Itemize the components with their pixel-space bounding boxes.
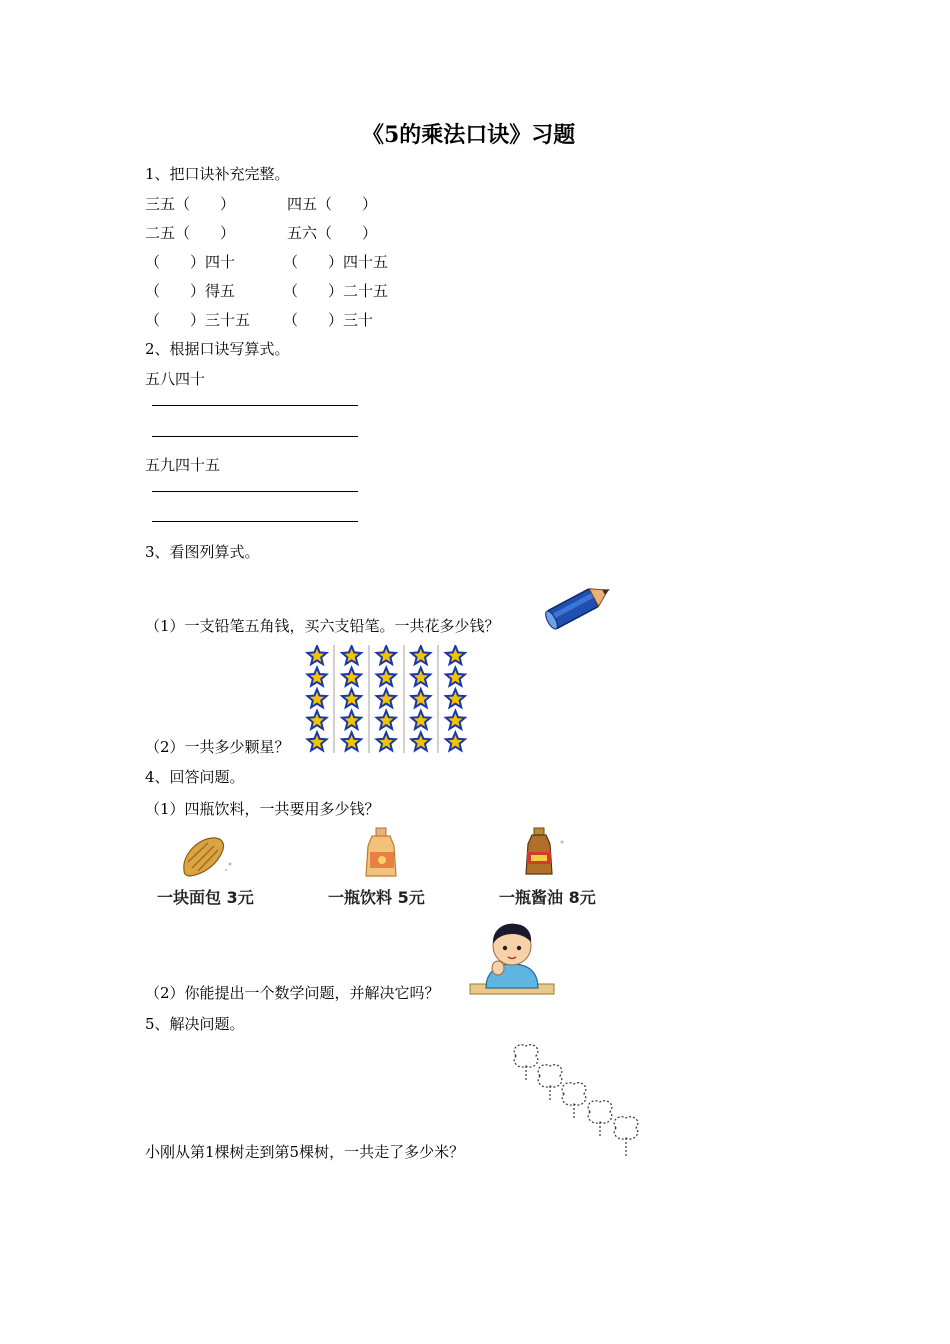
- star-icon: [446, 732, 465, 750]
- q1-item: 四五（ ）: [287, 195, 378, 213]
- q4-problem-1: （1）四瓶饮料，一共要用多少钱？: [145, 800, 380, 818]
- q4-heading: 4、回答问题。: [145, 768, 245, 786]
- star-icon: [446, 646, 465, 664]
- star-icon: [411, 689, 430, 707]
- q3-problem-2: （2）一共多少颗星？: [145, 738, 290, 756]
- star-icon: [342, 646, 361, 664]
- answer-line: [152, 405, 358, 406]
- star-icon: [342, 732, 361, 750]
- star-icon: [411, 646, 430, 664]
- q2-rhyme: 五九四十五: [145, 456, 221, 474]
- star-icon: [342, 689, 361, 707]
- q2-rhyme: 五八四十: [145, 370, 206, 388]
- star-icon: [377, 668, 396, 686]
- answer-line: [152, 491, 358, 492]
- q1-item: 二五（ ）: [145, 224, 236, 242]
- q5-heading: 5、解决问题。: [145, 1015, 245, 1033]
- star-icon: [308, 711, 327, 729]
- star-icon: [308, 668, 327, 686]
- q4-item-label: 一块面包 3元: [157, 888, 254, 907]
- page-title: 《5的乘法口诀》习题: [362, 122, 576, 148]
- q3-problem-1: （1）一支铅笔五角钱，买六支铅笔。一共花多少钱？: [145, 617, 500, 635]
- star-icon: [411, 711, 430, 729]
- q3-heading: 3、看图列算式。: [145, 543, 260, 561]
- star-icon: [446, 711, 465, 729]
- q1-item: 三五（ ）: [145, 195, 236, 213]
- soy-sauce-bottle-icon: [514, 826, 570, 880]
- answer-line: [152, 521, 358, 522]
- q4-problem-2: （2）你能提出一个数学问题，并解决它吗？: [145, 984, 440, 1002]
- star-icon: [308, 732, 327, 750]
- q1-item: （ ）三十: [283, 311, 374, 329]
- star-icon: [342, 668, 361, 686]
- star-icon: [411, 668, 430, 686]
- star-icon: [377, 689, 396, 707]
- q1-item: （ ）得五: [145, 282, 236, 300]
- q1-item: （ ）三十五: [145, 311, 251, 329]
- q1-item: （ ）四十: [145, 253, 236, 271]
- star-icon: [377, 732, 396, 750]
- star-icon: [308, 646, 327, 664]
- q4-item-label: 一瓶饮料 5元: [328, 888, 425, 907]
- q1-item: （ ）二十五: [283, 282, 389, 300]
- bread-icon: [178, 834, 238, 880]
- star-icon: [377, 646, 396, 664]
- q5-problem: 小刚从第1棵树走到第5棵树，一共走了多少米？: [145, 1143, 465, 1161]
- star-icon: [377, 711, 396, 729]
- q4-item-label: 一瓶酱油 8元: [499, 888, 596, 907]
- star-icon: [411, 732, 430, 750]
- boy-thinking-icon: [466, 918, 558, 1000]
- star-icon: [342, 711, 361, 729]
- drink-bottle-icon: [356, 826, 406, 882]
- star-grid: [300, 645, 470, 753]
- trees-icon: [504, 1040, 648, 1160]
- star-icon: [446, 668, 465, 686]
- q2-heading: 2、根据口诀写算式。: [145, 340, 290, 358]
- star-icon: [446, 689, 465, 707]
- answer-line: [152, 436, 358, 437]
- q1-item: 五六（ ）: [287, 224, 378, 242]
- q1-item: （ ）四十五: [283, 253, 389, 271]
- q1-heading: 1、把口诀补充完整。: [145, 165, 290, 183]
- star-icon: [308, 689, 327, 707]
- pencil-icon: [538, 576, 618, 634]
